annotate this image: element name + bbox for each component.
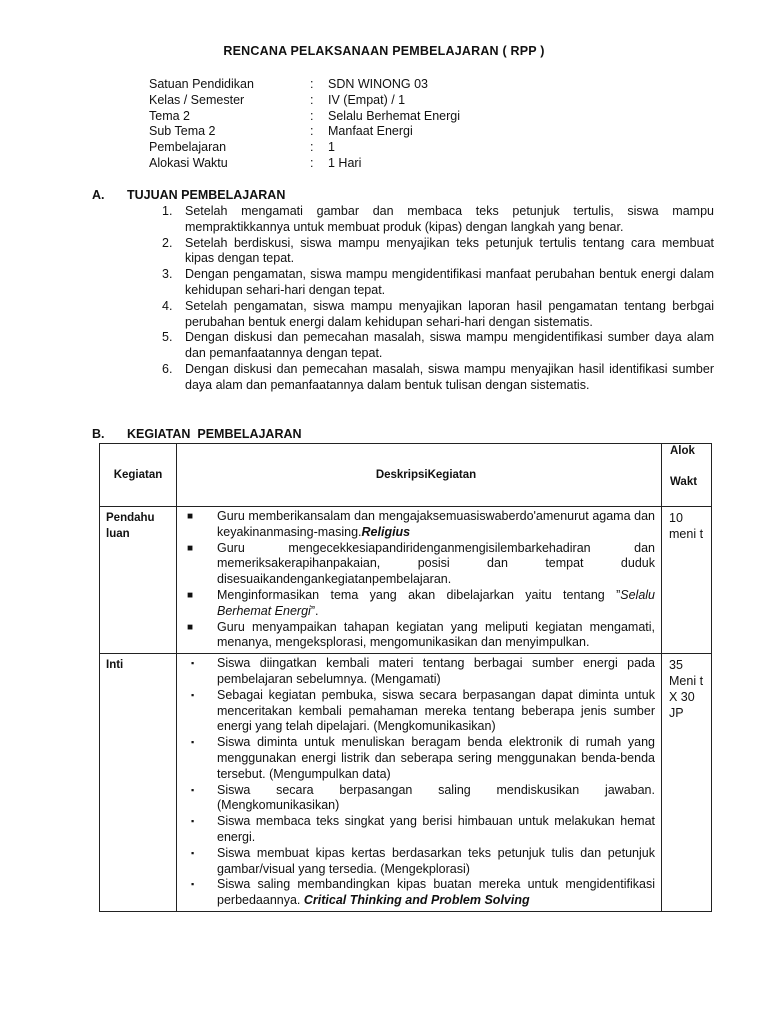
item-italic: Selalu Berhemat Energi — [217, 587, 655, 618]
goal-number: 2. — [162, 235, 173, 250]
item-text: Siswa diingatkan kembali materi tentang berbagai sumber energi pada pembelajaran sebelumnya. (Mengamati) — [217, 656, 655, 686]
identity-label: Satuan Pendidikan — [149, 77, 254, 91]
identity-row — [149, 93, 460, 109]
identity-value: 1 Hari — [328, 155, 362, 170]
list-item — [185, 688, 655, 735]
square-bullet-icon: ■ — [187, 542, 194, 554]
goal-item — [162, 267, 714, 299]
identity-row — [149, 77, 460, 93]
activity-list — [177, 507, 661, 653]
square-bullet-icon: ■ — [187, 589, 194, 601]
activity-name: Pendahu luan — [100, 507, 177, 654]
item-text-plain: ”. — [310, 603, 319, 618]
section-title: TUJUAN PEMBELAJARAN — [127, 188, 286, 202]
item-emphasis: Religius — [361, 524, 411, 539]
goal-number: 4. — [162, 298, 173, 313]
list-item — [185, 877, 655, 909]
list-item — [185, 846, 655, 878]
identity-block — [149, 77, 460, 172]
goal-text: Setelah mengamati gambar dan membaca teks petunjuk tertulis, siswa mampu mempraktikkannya untuk membuat produk (kipas) dengan langkah yang benar. — [185, 204, 714, 234]
list-item — [185, 783, 655, 815]
section-a-heading — [92, 188, 285, 202]
activity-description — [177, 654, 662, 912]
identity-value: SDN WINONG 03 — [328, 77, 429, 91]
item-text — [217, 509, 655, 541]
identity-value: Manfaat Energi — [328, 124, 413, 139]
small-square-bullet-icon: ▪ — [191, 737, 195, 748]
list-item — [185, 814, 655, 846]
item-text-plain: Guru memberikansalam dan mengajaksemuasiswaberdo'amenurut agama dan keyakinanmasing-masing. — [217, 509, 655, 539]
square-bullet-icon: ■ — [187, 511, 194, 522]
document-title: RENCANA PELAKSANAAN PEMBELAJARAN ( RPP ) — [223, 44, 545, 58]
section-letter: A. — [92, 188, 105, 202]
activity-name: Inti — [100, 654, 177, 912]
item-text: Guru menyampaikan tahapan kegiatan yang meliputi kegiatan mengamati, menanya, mengeksplorasi, mengomunikasikan dan menyimpulkan. — [217, 619, 655, 650]
item-text-plain: Menginformasikan tema yang akan dibelajarkan yaitu tentang ” — [217, 587, 621, 602]
item-text: Siswa membaca teks singkat yang berisi himbauan untuk melakukan hemat energi. — [217, 814, 655, 844]
square-bullet-icon: ■ — [187, 621, 194, 633]
goal-text: Dengan diskusi dan pemecahan masalah, siswa mampu menyajikan hasil identifikasi sumber daya alam dan pemanfaatannya dalam bentuk tulisan dengan sistematis. — [185, 361, 714, 392]
list-item — [185, 620, 655, 652]
list-item — [185, 588, 655, 620]
header-wakt-line: Wakt — [670, 476, 698, 488]
identity-colon: : — [310, 124, 314, 139]
identity-label: Tema 2 — [149, 108, 190, 123]
goal-item — [162, 362, 714, 394]
list-item — [185, 509, 655, 541]
identity-colon: : — [310, 92, 314, 107]
section-title: KEGIATAN PEMBELAJARAN — [127, 427, 302, 441]
small-square-bullet-icon: ▪ — [191, 879, 195, 890]
list-item — [185, 656, 655, 688]
identity-label: Kelas / Semester — [149, 92, 245, 107]
identity-colon: : — [310, 155, 314, 170]
goal-item — [162, 299, 714, 331]
item-text: Siswa membuat kipas kertas berdasarkan teks petunjuk tulis dan petunjuk gambar/visual yang tersedia. (Mengekplorasi) — [217, 845, 655, 876]
header-alok-line: Alok — [670, 445, 695, 457]
item-text: Siswa diminta untuk menuliskan beragam benda elektronik di rumah yang menggunakan energi listrik dan seberapa sering menggunakan benda-benda tersebut. (Mengumpulkan data) — [217, 735, 655, 781]
goal-text: Setelah pengamatan, siswa mampu menyajikan laporan hasil pengamatan tentang berbgai perubahan bentuk energi dalam kehidupan sehari-hari dengan sistematis. — [185, 298, 714, 329]
identity-label: Sub Tema 2 — [149, 124, 216, 139]
small-square-bullet-icon: ▪ — [191, 816, 195, 827]
activities-table — [99, 443, 712, 912]
table-row-inti — [100, 654, 712, 912]
table-header-row — [100, 444, 712, 507]
item-text: Guru mengecekkesiapandiridenganmengisilembarkehadiran dan memeriksakerapihanpakaian, posisi dan tempat duduk disesuaikandengankegiatanpembelajaran. — [217, 540, 655, 587]
activity-duration: 10 meni t — [662, 507, 712, 654]
header-deskripsi: DeskripsiKegiatan — [177, 444, 662, 507]
identity-value: Selalu Berhemat Energi — [328, 108, 461, 123]
activity-list — [177, 654, 661, 911]
small-square-bullet-icon: ▪ — [191, 847, 195, 858]
activity-description — [177, 507, 662, 654]
goal-number: 3. — [162, 267, 173, 282]
activity-duration: 35 Meni t X 30 JP — [662, 654, 712, 912]
identity-label: Pembelajaran — [149, 140, 227, 155]
small-square-bullet-icon: ▪ — [191, 689, 195, 700]
goal-text: Dengan diskusi dan pemecahan masalah, siswa mampu mengidentifikasi sumber daya alam dan pemanfaatannya dengan tepat. — [185, 330, 714, 361]
small-square-bullet-icon: ▪ — [191, 784, 195, 795]
item-emphasis: Critical Thinking and Problem Solving — [303, 893, 530, 908]
item-text: Sebagai kegiatan pembuka, siswa secara berpasangan dapat diminta untuk menceritakan kembali pemahaman mereka tentang beberapa jenis sumber energi yang telah dipelajari. (Mengkomunikasikan) — [217, 687, 655, 734]
item-text: Siswa secara berpasangan saling mendiskusikan jawaban. (Mengkomunikasikan) — [217, 782, 655, 813]
small-square-bullet-icon: ▪ — [191, 658, 195, 669]
identity-colon: : — [310, 77, 314, 91]
list-item — [185, 541, 655, 588]
goal-item — [162, 330, 714, 362]
header-kegiatan: Kegiatan — [100, 444, 177, 507]
item-text-plain: Siswa saling membandingkan kipas buatan mereka untuk mengidentifikasi perbedaannya. — [217, 877, 655, 908]
goal-number: 1. — [162, 204, 173, 218]
identity-row — [149, 140, 460, 156]
goal-number: 6. — [162, 361, 173, 376]
identity-row — [149, 124, 460, 140]
identity-label: Alokasi Waktu — [149, 155, 228, 170]
identity-colon: : — [310, 108, 314, 123]
section-b-heading — [92, 427, 302, 441]
identity-value: IV (Empat) / 1 — [328, 92, 406, 107]
goal-number: 5. — [162, 330, 173, 345]
list-item — [185, 735, 655, 782]
identity-row — [149, 109, 460, 125]
section-letter: B. — [92, 427, 105, 441]
header-alokasi-waktu — [662, 444, 712, 507]
goals-list — [162, 204, 714, 394]
identity-colon: : — [310, 140, 314, 155]
identity-row — [149, 156, 460, 172]
identity-value: 1 — [328, 140, 335, 155]
item-text — [217, 588, 655, 620]
goal-text: Setelah berdiskusi, siswa mampu menyajikan teks petunjuk tertulis tentang cara membuat kipas dengan tepat. — [185, 235, 714, 266]
goal-item — [162, 204, 714, 236]
goal-item — [162, 236, 714, 268]
goal-text: Dengan pengamatan, siswa mampu mengidentifikasi manfaat perubahan bentuk energi dalam kehidupan sehari-hari dengan tepat. — [185, 267, 714, 297]
table-row-pendahuluan — [100, 507, 712, 654]
item-text — [217, 877, 655, 909]
